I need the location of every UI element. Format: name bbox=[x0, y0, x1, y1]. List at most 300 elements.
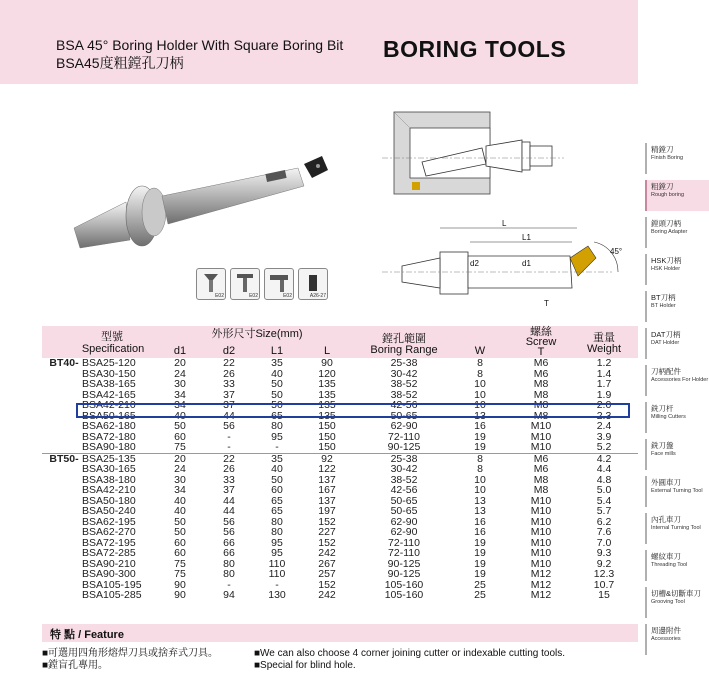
cell-screw: M8 bbox=[533, 399, 549, 411]
cell-d2: 66 bbox=[223, 536, 235, 549]
cell-spec: BSA72-195 bbox=[82, 536, 136, 549]
side-tab[interactable] bbox=[645, 328, 709, 359]
table-row bbox=[42, 442, 638, 453]
cell-screw: M12 bbox=[530, 578, 552, 591]
cell-l: 152 bbox=[318, 536, 336, 549]
cell-range: 38-52 bbox=[390, 388, 418, 401]
table-row bbox=[42, 485, 638, 496]
side-tab-label-zh: 外圓車刀 bbox=[651, 478, 681, 487]
cell-d1: 60 bbox=[174, 547, 186, 559]
cell-screw: M10 bbox=[530, 547, 552, 559]
cell-range: 72-110 bbox=[388, 547, 420, 559]
cell-w: 16 bbox=[474, 420, 486, 432]
cell-l1: 130 bbox=[268, 589, 286, 601]
cell-screw: M6 bbox=[533, 357, 549, 369]
cell-l: 135 bbox=[318, 378, 336, 390]
page-title-en: BSA 45° Boring Holder With Square Boring Bit bbox=[56, 37, 344, 53]
side-tab-label-zh: 刀柄配件 bbox=[651, 367, 681, 376]
cell-l1: 95 bbox=[271, 536, 283, 549]
dim-label-T: T bbox=[544, 299, 549, 308]
cell-d1: 20 bbox=[174, 357, 186, 369]
cell-d2: 26 bbox=[223, 463, 235, 475]
cell-l: 137 bbox=[318, 494, 336, 507]
cell-w: 13 bbox=[474, 494, 486, 507]
side-tab-label-en: Accessories For Holder bbox=[651, 376, 709, 383]
cell-w: 25 bbox=[474, 578, 486, 591]
side-tab-label-zh: 鏜頭刀柄 bbox=[651, 219, 681, 228]
cell-range: 50-65 bbox=[390, 505, 418, 517]
cell-l: 152 bbox=[318, 578, 336, 591]
dim-label-L: L bbox=[502, 219, 507, 228]
cell-wt: 7.0 bbox=[596, 536, 612, 549]
side-tab[interactable] bbox=[645, 217, 709, 248]
cell-l: 227 bbox=[318, 526, 336, 538]
cell-l: 152 bbox=[318, 515, 336, 528]
cell-screw: M12 bbox=[530, 589, 552, 601]
cell-wt: 5.7 bbox=[596, 505, 612, 517]
header-size: 外形尺寸Size(mm) bbox=[211, 328, 303, 340]
cell-spec: BSA25-120 bbox=[82, 357, 136, 369]
cell-w: 8 bbox=[477, 367, 483, 380]
header-screw-zh: 螺絲 bbox=[530, 326, 552, 338]
cell-wt: 1.4 bbox=[596, 367, 612, 380]
table-row bbox=[42, 379, 638, 390]
header-range-zh: 鏜孔範圍 bbox=[382, 333, 426, 345]
cell-range: 42-56 bbox=[390, 399, 418, 411]
cell-l: 135 bbox=[318, 409, 336, 422]
cell-range: 38-52 bbox=[390, 473, 418, 486]
dim-label-L1: L1 bbox=[522, 233, 531, 242]
cell-l: 90 bbox=[321, 357, 333, 369]
technical-drawing bbox=[382, 106, 640, 320]
cell-w: 10 bbox=[474, 473, 486, 486]
cell-wt: 4.8 bbox=[596, 473, 612, 486]
header-L: L bbox=[323, 345, 331, 357]
cell-w: 10 bbox=[474, 484, 486, 496]
cell-l1: 50 bbox=[271, 473, 283, 486]
side-tab[interactable] bbox=[645, 291, 709, 322]
cell-w: 13 bbox=[474, 505, 486, 517]
cell-l: 150 bbox=[318, 441, 336, 453]
cell-l: 150 bbox=[318, 430, 336, 443]
feature-en-1: ■We can also choose 4 corner joining cutter or indexable cutting tools. bbox=[254, 648, 566, 659]
cell-d1: 40 bbox=[174, 494, 186, 507]
side-tab-label-zh: DAT刀柄 bbox=[651, 330, 681, 339]
side-tab-label-zh: BT刀柄 bbox=[651, 293, 676, 302]
cell-wt: 7.6 bbox=[596, 526, 612, 538]
cell-screw: M8 bbox=[533, 388, 549, 401]
insert-icon: A26-27 bbox=[298, 268, 328, 300]
dim-label-angle: 45° bbox=[610, 247, 623, 256]
cell-d1: 30 bbox=[174, 473, 186, 486]
cell-d1: 60 bbox=[174, 430, 186, 443]
side-tab-label-en: BT Holder bbox=[651, 302, 676, 309]
cell-d1: 50 bbox=[174, 420, 186, 432]
cell-wt: 2.4 bbox=[596, 420, 612, 432]
table-row bbox=[42, 590, 638, 601]
cell-range: 105-160 bbox=[384, 578, 424, 591]
row-highlight-frame bbox=[76, 403, 630, 418]
cell-spec: BSA72-180 bbox=[82, 430, 136, 443]
cell-wt: 5.4 bbox=[596, 494, 612, 507]
header-w: W bbox=[474, 345, 486, 357]
cell-spec: BSA38-180 bbox=[82, 473, 136, 486]
cell-d2: 44 bbox=[223, 409, 235, 422]
side-tab-label-en: DAT Holder bbox=[651, 339, 680, 346]
cell-screw: M12 bbox=[530, 568, 552, 580]
cell-spec: BSA50-165 bbox=[82, 409, 136, 422]
side-tabs bbox=[645, 143, 709, 661]
cell-l: 92 bbox=[321, 452, 333, 465]
cell-d2: 26 bbox=[223, 367, 235, 380]
cell-screw: M6 bbox=[533, 452, 549, 465]
side-tab[interactable] bbox=[645, 402, 709, 433]
cell-wt: 4.2 bbox=[596, 452, 612, 465]
side-tab-label-en: Boring Adapter bbox=[651, 228, 688, 235]
side-tab[interactable] bbox=[645, 587, 709, 618]
header-screw-t: T bbox=[537, 346, 545, 358]
cell-spec: BSA42-210 bbox=[82, 484, 136, 496]
cell-screw: M10 bbox=[530, 420, 552, 432]
cell-l1: 80 bbox=[271, 526, 283, 538]
cell-l1: 40 bbox=[271, 367, 283, 380]
cell-wt: 1.9 bbox=[596, 388, 612, 401]
cell-range: 50-65 bbox=[390, 409, 418, 422]
screw-icon: E02 bbox=[196, 268, 226, 300]
cell-d2: - bbox=[227, 441, 231, 453]
cell-range: 38-52 bbox=[390, 378, 418, 390]
side-tab-label-zh: 精鏜刀 bbox=[651, 145, 674, 154]
cell-l: 120 bbox=[318, 367, 336, 380]
cell-range: 30-42 bbox=[390, 463, 418, 475]
cell-d1: 90 bbox=[174, 578, 186, 591]
cell-w: 19 bbox=[474, 547, 486, 559]
cell-spec: BSA90-210 bbox=[82, 557, 136, 570]
cell-d1: 50 bbox=[174, 515, 186, 528]
cell-range: 105-160 bbox=[384, 589, 424, 601]
header-L1: L1 bbox=[270, 345, 284, 357]
cell-spec: BSA42-210 bbox=[82, 399, 136, 411]
side-tab[interactable] bbox=[645, 624, 709, 655]
cell-w: 10 bbox=[474, 388, 486, 401]
cell-l: 135 bbox=[318, 388, 336, 401]
header-weight-zh: 重量 bbox=[593, 332, 615, 344]
cell-d1: 34 bbox=[174, 399, 186, 411]
cell-screw: M10 bbox=[530, 557, 552, 570]
side-tab[interactable] bbox=[645, 513, 709, 544]
cell-d2: 33 bbox=[223, 473, 235, 486]
cell-d2: - bbox=[227, 430, 231, 443]
cell-wt: 1.7 bbox=[596, 378, 612, 390]
cell-d1: 50 bbox=[174, 526, 186, 538]
cell-d1: 75 bbox=[174, 441, 186, 453]
cell-d1: 75 bbox=[174, 557, 186, 570]
cell-d2: 56 bbox=[223, 420, 235, 432]
cell-l1: 95 bbox=[271, 547, 283, 559]
cell-screw: M10 bbox=[530, 441, 552, 453]
cell-w: 19 bbox=[474, 536, 486, 549]
cell-d2: 44 bbox=[223, 505, 235, 517]
side-tab-label-en: HSK Holder bbox=[651, 265, 681, 272]
cell-spec: BSA25-135 bbox=[82, 452, 136, 465]
side-tab-label-zh: 粗鏜刀 bbox=[651, 182, 674, 191]
cell-l: 267 bbox=[318, 557, 336, 570]
table-row bbox=[42, 358, 638, 369]
cell-range: 30-42 bbox=[390, 367, 418, 380]
cell-l: 135 bbox=[318, 399, 336, 411]
cell-range: 90-125 bbox=[387, 568, 421, 580]
cell-screw: M10 bbox=[530, 526, 552, 538]
side-tab-label-en: Accessories bbox=[651, 635, 681, 642]
key-icon: E02 bbox=[264, 268, 294, 300]
cell-screw: M10 bbox=[530, 515, 552, 528]
side-tab-label-zh: 切槽&切斷車刀 bbox=[651, 589, 702, 598]
cell-l: 150 bbox=[318, 420, 336, 432]
cell-d1: 20 bbox=[174, 452, 186, 465]
wrench-icon: E02 bbox=[230, 268, 260, 300]
side-tab[interactable] bbox=[645, 439, 709, 470]
header-screw-en: Screw bbox=[525, 336, 557, 348]
cell-l1: 60 bbox=[271, 484, 283, 496]
cell-grp: BT50- bbox=[49, 452, 79, 465]
cell-d2: 56 bbox=[223, 515, 235, 528]
side-tab[interactable] bbox=[645, 180, 709, 211]
cell-l: 137 bbox=[318, 473, 336, 486]
cell-d2: 37 bbox=[223, 484, 235, 496]
cell-range: 42-56 bbox=[390, 484, 418, 496]
side-tab-label-zh: 內孔車刀 bbox=[651, 515, 681, 524]
header-d1: d1 bbox=[173, 345, 187, 357]
side-tab-label-en: Grooving Tool bbox=[651, 598, 685, 605]
cell-spec: BSA90-180 bbox=[82, 441, 136, 453]
cell-d1: 75 bbox=[174, 568, 186, 580]
cell-l1: 95 bbox=[271, 430, 283, 443]
side-tab-label-en: Threading Tool bbox=[651, 561, 688, 568]
cell-l: 242 bbox=[318, 589, 336, 601]
brand-title: BORING TOOLS bbox=[383, 36, 567, 62]
cell-spec: BSA42-165 bbox=[82, 388, 136, 401]
side-tab-label-en: Rough boring bbox=[651, 191, 685, 198]
cell-spec: BSA50-180 bbox=[82, 494, 136, 507]
cell-screw: M8 bbox=[533, 409, 549, 422]
cell-w: 19 bbox=[474, 430, 486, 443]
cell-wt: 3.9 bbox=[596, 430, 612, 443]
page-title-zh: BSA45度粗鏜孔刀柄 bbox=[56, 55, 184, 71]
header-weight-en: Weight bbox=[586, 343, 622, 355]
header-model-zh: 型號 bbox=[101, 331, 123, 343]
cell-spec: BSA30-165 bbox=[82, 463, 136, 475]
cell-l1: 65 bbox=[271, 505, 283, 517]
cell-screw: M6 bbox=[533, 367, 549, 380]
cell-grp: BT40- bbox=[49, 357, 79, 369]
cell-d2: - bbox=[227, 578, 231, 591]
cell-wt: 9.2 bbox=[596, 557, 612, 570]
cell-w: 25 bbox=[474, 589, 486, 601]
cell-screw: M8 bbox=[533, 378, 549, 390]
header-range-en: Boring Range bbox=[370, 344, 438, 356]
spec-table bbox=[42, 326, 638, 601]
cell-d2: 56 bbox=[223, 526, 235, 538]
cell-w: 19 bbox=[474, 557, 486, 570]
cell-d2: 33 bbox=[223, 378, 235, 390]
cell-d2: 37 bbox=[223, 388, 235, 401]
side-tab-label-zh: 周邊附件 bbox=[651, 626, 681, 635]
table-row bbox=[42, 527, 638, 538]
cell-wt: 6.2 bbox=[596, 515, 612, 528]
table-row bbox=[42, 548, 638, 559]
cell-l1: - bbox=[275, 441, 279, 453]
cell-spec: BSA72-285 bbox=[82, 547, 136, 559]
cell-wt: 12.3 bbox=[593, 568, 615, 580]
cell-screw: M10 bbox=[530, 505, 552, 517]
dim-label-d2: d2 bbox=[470, 259, 479, 268]
table-row bbox=[42, 421, 638, 432]
cell-l1: - bbox=[275, 578, 279, 591]
cell-d1: 60 bbox=[174, 536, 186, 549]
cell-w: 10 bbox=[474, 399, 486, 411]
cell-d1: 34 bbox=[174, 388, 186, 401]
cell-w: 8 bbox=[477, 452, 483, 465]
cell-d1: 30 bbox=[174, 378, 186, 390]
cell-wt: 1.2 bbox=[596, 357, 612, 369]
cell-l1: 50 bbox=[271, 388, 283, 401]
cell-range: 62-90 bbox=[390, 515, 418, 528]
cell-d2: 94 bbox=[223, 589, 235, 601]
table-row bbox=[42, 506, 638, 517]
table-body bbox=[42, 358, 638, 601]
cell-l1: 35 bbox=[271, 357, 283, 369]
cell-wt: 4.4 bbox=[596, 463, 612, 475]
cell-range: 25-38 bbox=[390, 357, 418, 369]
cell-d2: 80 bbox=[223, 568, 235, 580]
side-tab-label-en: External Turning Tool bbox=[651, 487, 703, 494]
cell-range: 62-90 bbox=[390, 526, 418, 538]
cell-l: 242 bbox=[318, 547, 336, 559]
cell-wt: 5.0 bbox=[596, 484, 612, 496]
feature-zh-1: ■可選用四角形熔焊刀具或捨弃式刀具。 bbox=[42, 648, 219, 659]
cell-range: 50-65 bbox=[390, 494, 418, 507]
cell-spec: BSA38-165 bbox=[82, 378, 136, 390]
cell-l1: 65 bbox=[271, 409, 283, 422]
cell-l: 122 bbox=[318, 463, 336, 475]
cell-d2: 22 bbox=[223, 452, 235, 465]
cell-spec: BSA90-300 bbox=[82, 568, 136, 580]
cell-screw: M8 bbox=[533, 473, 549, 486]
side-tab[interactable] bbox=[645, 143, 709, 174]
cell-w: 16 bbox=[474, 526, 486, 538]
cell-screw: M6 bbox=[533, 463, 549, 475]
side-tab-label-zh: 銑刀盤 bbox=[651, 441, 674, 450]
cell-d2: 80 bbox=[223, 557, 235, 570]
dim-label-d1: d1 bbox=[522, 259, 531, 268]
cell-l: 257 bbox=[318, 568, 336, 580]
cell-range: 90-125 bbox=[387, 441, 421, 453]
cell-spec: BSA30-150 bbox=[82, 367, 136, 380]
side-tab[interactable] bbox=[645, 476, 709, 507]
cell-w: 10 bbox=[474, 378, 486, 390]
cell-screw: M10 bbox=[530, 536, 552, 549]
cell-wt: 2.3 bbox=[596, 409, 612, 422]
cell-w: 16 bbox=[474, 515, 486, 528]
side-tab-label-en: Milling Cutters bbox=[651, 413, 686, 420]
cell-d2: 44 bbox=[223, 494, 235, 507]
cell-range: 90-125 bbox=[387, 557, 421, 570]
cell-d1: 40 bbox=[174, 505, 186, 517]
table-header bbox=[42, 326, 638, 358]
cell-wt: 10.7 bbox=[593, 578, 615, 591]
cell-l1: 50 bbox=[271, 378, 283, 390]
header-model-en: Specification bbox=[81, 343, 145, 355]
cell-d1: 90 bbox=[174, 589, 186, 601]
cell-d2: 37 bbox=[223, 399, 235, 411]
side-tab[interactable] bbox=[645, 254, 709, 285]
side-tab-label-en: Internal Turning Tool bbox=[651, 524, 701, 531]
cell-d1: 24 bbox=[174, 463, 186, 475]
cell-screw: M10 bbox=[530, 494, 552, 507]
cell-range: 72-110 bbox=[388, 536, 420, 549]
side-tab[interactable] bbox=[645, 550, 709, 581]
cell-l1: 80 bbox=[271, 420, 283, 432]
cell-w: 13 bbox=[474, 409, 486, 422]
cell-l: 167 bbox=[318, 484, 336, 496]
product-photo bbox=[66, 150, 342, 256]
side-tab-label-zh: HSK刀柄 bbox=[651, 256, 682, 265]
side-tab-label-zh: 銑刀杆 bbox=[651, 404, 674, 413]
feature-zh-2: ■鏜盲孔專用。 bbox=[42, 660, 109, 671]
feature-bar bbox=[42, 624, 638, 642]
cell-wt: 5.2 bbox=[596, 441, 612, 453]
cell-d1: 34 bbox=[174, 484, 186, 496]
cell-wt: 2.0 bbox=[596, 399, 612, 411]
cell-spec: BSA105-195 bbox=[82, 578, 142, 591]
cell-spec: BSA62-180 bbox=[82, 420, 136, 432]
feature-title: 特 點 / Feature bbox=[50, 629, 124, 641]
cell-w: 8 bbox=[477, 357, 483, 369]
cell-wt: 9.3 bbox=[596, 547, 612, 559]
cell-l1: 35 bbox=[271, 452, 283, 465]
side-tab[interactable] bbox=[645, 365, 709, 396]
cell-range: 25-38 bbox=[390, 452, 418, 465]
cell-l1: 110 bbox=[268, 568, 286, 580]
side-tab-label-en: Finish Boring bbox=[651, 154, 684, 161]
cell-l1: 50 bbox=[271, 399, 283, 411]
cell-range: 62-90 bbox=[390, 420, 418, 432]
cell-w: 19 bbox=[474, 568, 486, 580]
cell-screw: M10 bbox=[530, 430, 552, 443]
cell-w: 8 bbox=[477, 463, 483, 475]
header-d2: d2 bbox=[222, 345, 236, 357]
cell-l: 197 bbox=[318, 505, 336, 517]
cell-d1: 24 bbox=[174, 367, 186, 380]
side-tab-label-zh: 螺紋車刀 bbox=[651, 552, 681, 561]
feature-en-2: ■Special for blind hole. bbox=[254, 660, 356, 671]
cell-spec: BSA62-195 bbox=[82, 515, 136, 528]
cell-l1: 110 bbox=[268, 557, 286, 570]
cell-range: 72-110 bbox=[388, 430, 420, 443]
cell-d2: 22 bbox=[223, 357, 235, 369]
cell-l1: 40 bbox=[271, 463, 283, 475]
table-row bbox=[42, 464, 638, 475]
side-tab-label-en: Face mills bbox=[651, 450, 676, 457]
table-row bbox=[42, 569, 638, 580]
cell-d1: 40 bbox=[174, 409, 186, 422]
cell-spec: BSA62-270 bbox=[82, 526, 136, 538]
cell-w: 19 bbox=[474, 441, 486, 453]
cell-spec: BSA50-240 bbox=[82, 505, 136, 517]
cell-d2: 66 bbox=[223, 547, 235, 559]
cell-l1: 80 bbox=[271, 515, 283, 528]
cell-spec: BSA105-285 bbox=[82, 589, 142, 601]
